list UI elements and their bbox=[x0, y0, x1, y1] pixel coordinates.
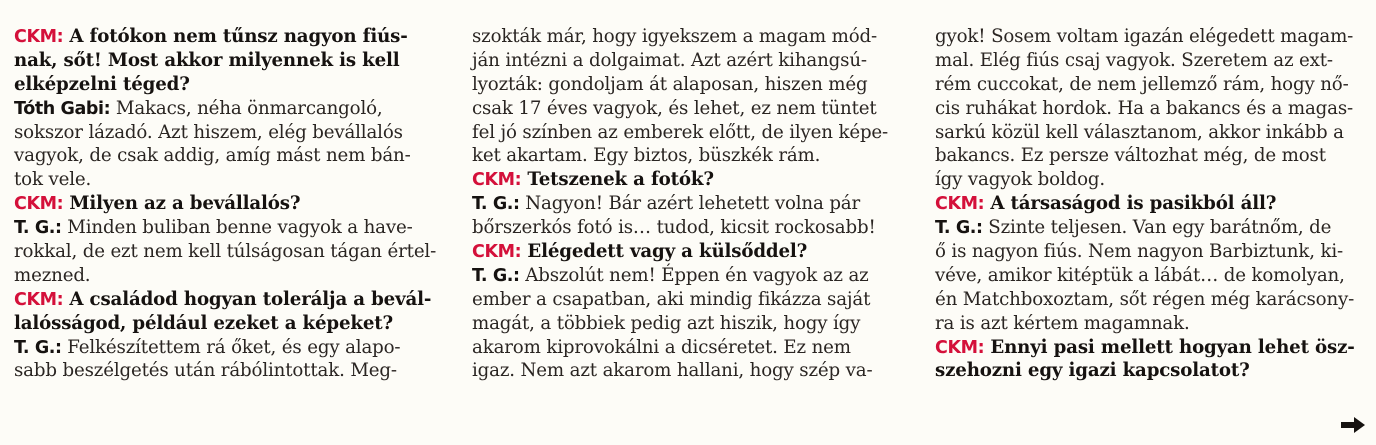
interviewer-label: CKM: bbox=[472, 242, 522, 263]
line-text: véve, amikor kitéptük a lábát… de komolyan, bbox=[935, 264, 1345, 286]
answer-line bbox=[472, 192, 912, 216]
answer-line bbox=[472, 216, 912, 240]
question-line bbox=[14, 192, 454, 216]
line-text: A családod hogyan tolerálja a bevál- bbox=[63, 288, 432, 310]
answer-line bbox=[472, 121, 912, 145]
line-text: nak, sőt! Most akkor milyennek is kell bbox=[14, 49, 400, 71]
interviewer-label: CKM: bbox=[14, 289, 64, 310]
line-text: mal. Elég fiús csaj vagyok. Szeretem az ext- bbox=[935, 49, 1333, 71]
line-text: én Matchboxoztam, sőt régen még karácsony- bbox=[935, 288, 1355, 310]
answer-line bbox=[14, 168, 454, 192]
interviewee-label: T. G.: bbox=[14, 218, 62, 239]
question-line bbox=[935, 336, 1367, 360]
line-text: cis ruhákat hordok. Ha a bakancs és a magas- bbox=[935, 97, 1354, 119]
line-text: A társaságod is pasikból áll? bbox=[984, 193, 1277, 215]
line-text: ján intézni a dolgaimat. Azt azért kihangsú- bbox=[472, 49, 867, 71]
line-text: Minden buliban benne vagyok a have- bbox=[61, 217, 413, 239]
line-text: ember a csapatban, aki mindig fikázza saját bbox=[472, 288, 871, 310]
line-text: vagyok, de csak addig, amíg mást nem bán- bbox=[14, 145, 411, 167]
answer-line bbox=[14, 240, 454, 264]
answer-line bbox=[935, 264, 1367, 288]
question-line bbox=[472, 168, 912, 192]
text-column-1 bbox=[14, 25, 454, 383]
line-text: Nagyon! Bár azért lehetett volna pár bbox=[519, 193, 861, 215]
line-text: így vagyok boldog. bbox=[935, 169, 1106, 191]
text-column-3 bbox=[935, 25, 1367, 383]
line-text: Makacs, néha önmarcangoló, bbox=[110, 97, 383, 119]
interviewee-label: T. G.: bbox=[472, 265, 520, 286]
interviewer-label: CKM: bbox=[14, 194, 64, 215]
question-line bbox=[935, 359, 1367, 383]
line-text: Elégedett vagy a külsőddel? bbox=[521, 241, 808, 263]
line-text: bőrszerkós fotó is… tudod, kicsit rockosabb! bbox=[472, 217, 876, 239]
line-text: akarom kiprovokálni a dicséretet. Ez nem bbox=[472, 336, 851, 358]
answer-line bbox=[14, 264, 454, 288]
line-text: mezned. bbox=[14, 264, 91, 286]
answer-line bbox=[14, 121, 454, 145]
line-text: igaz. Nem azt akarom hallani, hogy szép va- bbox=[472, 360, 873, 382]
answer-line bbox=[935, 288, 1367, 312]
line-text: tok vele. bbox=[14, 169, 92, 191]
interviewer-label: CKM: bbox=[472, 170, 522, 191]
answer-line bbox=[14, 359, 454, 383]
line-text: ra is azt kértem magamnak. bbox=[935, 312, 1190, 334]
question-line bbox=[14, 25, 454, 49]
question-line bbox=[14, 49, 454, 73]
interviewee-label: T. G.: bbox=[14, 337, 62, 358]
question-line bbox=[935, 192, 1367, 216]
answer-line bbox=[14, 216, 454, 240]
line-text: ő is nagyon fiús. Nem nagyon Barbiztunk, ki- bbox=[935, 241, 1344, 263]
interviewee-label: T. G.: bbox=[472, 194, 520, 215]
line-text: fel jó színben az emberek előtt, de ilyen képe- bbox=[472, 121, 889, 143]
answer-line bbox=[935, 25, 1367, 49]
question-line bbox=[472, 240, 912, 264]
answer-line bbox=[935, 216, 1367, 240]
line-text: sabb beszélgetés után rábólintottak. Meg- bbox=[14, 360, 397, 382]
line-text: szokták már, hogy igyekszem a magam mód- bbox=[472, 26, 877, 47]
answer-line bbox=[472, 288, 912, 312]
line-text: ket akartam. Egy biztos, büszkék rám. bbox=[472, 145, 821, 167]
answer-line bbox=[472, 336, 912, 360]
answer-line bbox=[935, 240, 1367, 264]
interviewee-label: T. G.: bbox=[935, 218, 983, 239]
line-text: Milyen az a bevállalós? bbox=[63, 193, 301, 215]
line-text: gyok! Sosem voltam igazán elégedett magam- bbox=[935, 26, 1354, 47]
answer-line bbox=[472, 49, 912, 73]
text-column-2 bbox=[472, 25, 912, 383]
answer-line bbox=[472, 73, 912, 97]
line-text: Ennyi pasi mellett hogyan lehet ösz- bbox=[984, 336, 1355, 358]
answer-line bbox=[472, 264, 912, 288]
line-text: elképzelni téged? bbox=[14, 73, 190, 95]
line-text: szehozni egy igazi kapcsolatot? bbox=[935, 360, 1250, 382]
line-text: bakancs. Ez persze változhat még, de most bbox=[935, 145, 1326, 167]
answer-line bbox=[472, 97, 912, 121]
answer-line bbox=[472, 144, 912, 168]
line-text: csak 17 éves vagyok, és lehet, ez nem tüntet bbox=[472, 97, 877, 119]
answer-line bbox=[472, 312, 912, 336]
answer-line bbox=[935, 168, 1367, 192]
question-line bbox=[14, 288, 454, 312]
line-text: Abszolút nem! Éppen én vagyok az az bbox=[519, 264, 869, 286]
answer-line bbox=[14, 336, 454, 360]
interviewer-label: CKM: bbox=[935, 194, 985, 215]
line-text: sokszor lázadó. Azt hiszem, elég bevállalós bbox=[14, 121, 403, 143]
answer-line bbox=[935, 49, 1367, 73]
answer-line bbox=[935, 73, 1367, 97]
answer-line bbox=[935, 312, 1367, 336]
question-line bbox=[14, 73, 454, 97]
question-line bbox=[14, 312, 454, 336]
line-text: rém cuccokat, de nem jellemző rám, hogy nő- bbox=[935, 73, 1349, 95]
interviewee-label: Tóth Gabi: bbox=[14, 98, 111, 119]
arrow-right-icon bbox=[1340, 416, 1366, 434]
answer-line bbox=[935, 97, 1367, 121]
line-text: lyozták: gondoljam át alaposan, hiszen még bbox=[472, 73, 868, 95]
answer-line bbox=[14, 144, 454, 168]
line-text: Szinte teljesen. Van egy barátnőm, de bbox=[982, 217, 1332, 239]
line-text: sarkú közül kell választanom, akkor inkább a bbox=[935, 121, 1344, 143]
line-text: Tetszenek a fotók? bbox=[521, 169, 714, 191]
line-text: rokkal, de ezt nem kell túlságosan tágan értel- bbox=[14, 241, 437, 263]
answer-line bbox=[935, 144, 1367, 168]
answer-line bbox=[935, 121, 1367, 145]
line-text: Felkészítettem rá őket, és egy alapo- bbox=[61, 336, 401, 358]
answer-line bbox=[472, 25, 912, 49]
line-text: A fotókon nem tűnsz nagyon fiús- bbox=[63, 26, 408, 47]
answer-line bbox=[14, 97, 454, 121]
interviewer-label: CKM: bbox=[14, 27, 64, 47]
interviewer-label: CKM: bbox=[935, 337, 985, 358]
line-text: lalósságod, például ezeket a képeket? bbox=[14, 312, 394, 334]
answer-line bbox=[472, 359, 912, 383]
line-text: magát, a többiek pedig azt hiszik, hogy így bbox=[472, 312, 861, 334]
